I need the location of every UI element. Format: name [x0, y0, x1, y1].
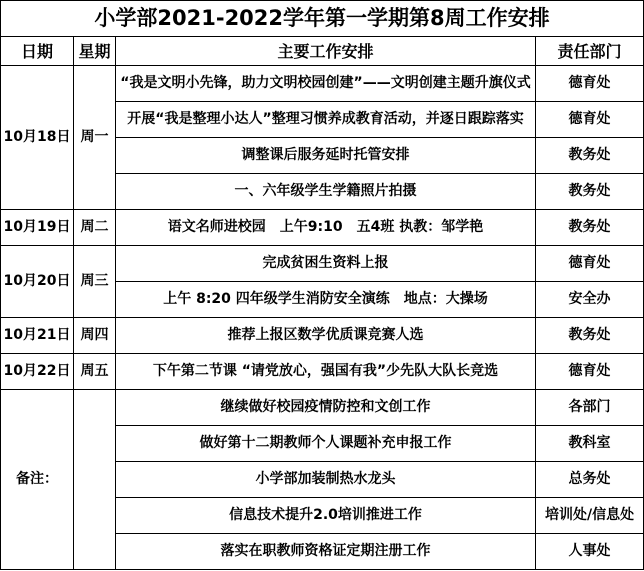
work-cell: 完成贫困生资料上报 [116, 246, 536, 282]
header-date: 日期 [1, 37, 74, 66]
page-title: 小学部2021-2022学年第一学期第8周工作安排 [1, 1, 644, 37]
remark-row [1, 390, 644, 426]
date-cell: 10月21日 [1, 318, 74, 354]
dept-cell: 教科室 [536, 426, 644, 462]
remarks-empty-cell [74, 390, 116, 570]
table-row [1, 318, 644, 354]
dept-cell: 总务处 [536, 462, 644, 498]
work-cell: 下午第二节课 “请党放心，强国有我”少先队大队长竞选 [116, 354, 536, 390]
dept-cell: 教务处 [536, 318, 644, 354]
work-cell: 落实在职教师资格证定期注册工作 [116, 534, 536, 570]
work-cell: 语文名师进校园 上午9:10 五4班 执教：邹学艳 [116, 210, 536, 246]
weekday-cell: 周二 [74, 210, 116, 246]
weekday-cell: 周五 [74, 354, 116, 390]
work-cell: 开展“我是整理小达人”整理习惯养成教育活动，并逐日跟踪落实 [116, 102, 536, 138]
remarks-label: 备注： [1, 390, 74, 570]
table-row [1, 354, 644, 390]
dept-cell: 教务处 [536, 174, 644, 210]
table-row [1, 246, 644, 282]
weekday-cell: 周四 [74, 318, 116, 354]
date-cell: 10月22日 [1, 354, 74, 390]
work-cell: 做好第十二期教师个人课题补充申报工作 [116, 426, 536, 462]
dept-cell: 培训处/信息处 [536, 498, 644, 534]
header-dept: 责任部门 [536, 37, 644, 66]
date-cell: 10月18日 [1, 66, 74, 210]
weekday-cell: 周三 [74, 246, 116, 318]
dept-cell: 人事处 [536, 534, 644, 570]
work-cell: 调整课后服务延时托管安排 [116, 138, 536, 174]
header-weekday: 星期 [74, 37, 116, 66]
work-cell: 小学部加装制热水龙头 [116, 462, 536, 498]
dept-cell: 德育处 [536, 246, 644, 282]
date-cell: 10月20日 [1, 246, 74, 318]
date-cell: 10月19日 [1, 210, 74, 246]
table-row [1, 66, 644, 102]
dept-cell: 德育处 [536, 354, 644, 390]
work-cell: 一、六年级学生学籍照片拍摄 [116, 174, 536, 210]
dept-cell: 德育处 [536, 66, 644, 102]
dept-cell: 德育处 [536, 102, 644, 138]
weekday-cell: 周一 [74, 66, 116, 210]
work-cell: 上午 8:20 四年级学生消防安全演练 地点：大操场 [116, 282, 536, 318]
table-row [1, 210, 644, 246]
work-cell: 推荐上报区数学优质课竞赛人选 [116, 318, 536, 354]
dept-cell: 安全办 [536, 282, 644, 318]
header-work: 主要工作安排 [116, 37, 536, 66]
work-cell: 信息技术提升2.0培训推进工作 [116, 498, 536, 534]
work-cell: 继续做好校园疫情防控和文创工作 [116, 390, 536, 426]
dept-cell: 教务处 [536, 210, 644, 246]
dept-cell: 教务处 [536, 138, 644, 174]
dept-cell: 各部门 [536, 390, 644, 426]
work-cell: “我是文明小先锋，助力文明校园创建”——文明创建主题升旗仪式 [116, 66, 536, 102]
